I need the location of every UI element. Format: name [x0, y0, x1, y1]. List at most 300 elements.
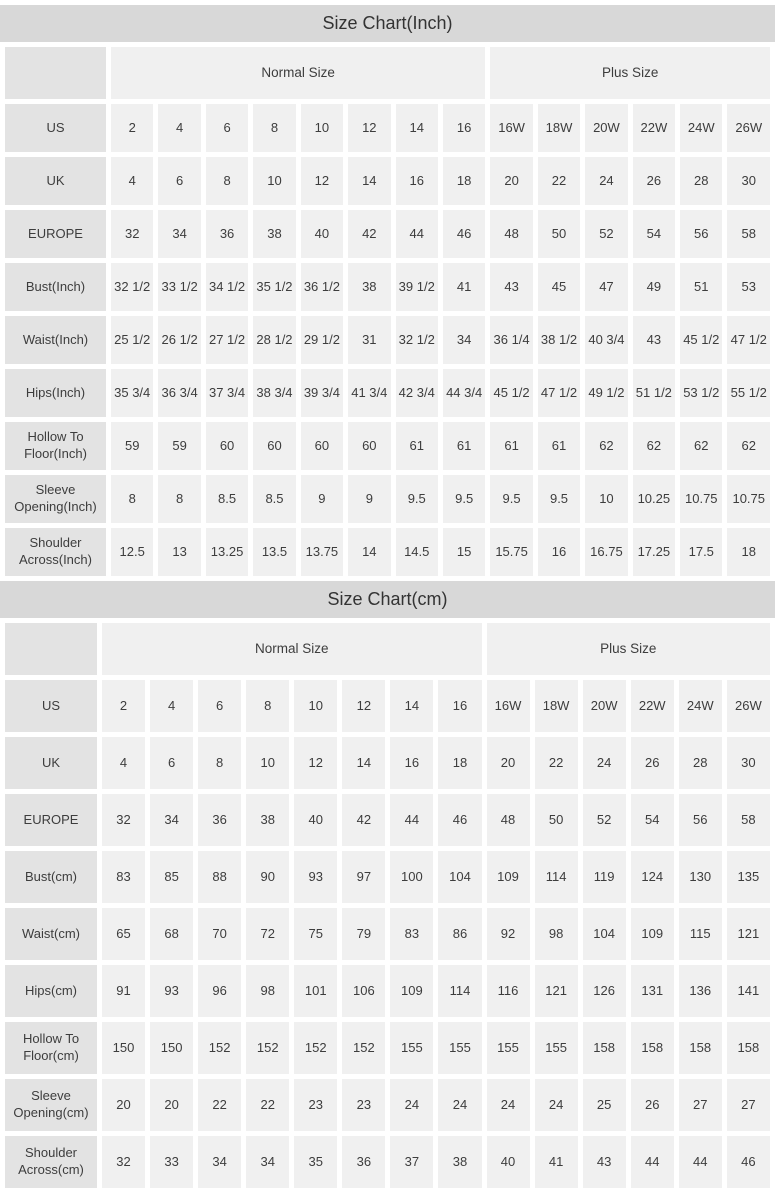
row-label-cell: Waist(cm) — [5, 908, 97, 960]
data-cell: 155 — [535, 1022, 578, 1074]
data-cell: 10.25 — [633, 475, 675, 523]
table-row — [5, 316, 770, 364]
data-cell: 60 — [348, 422, 390, 470]
data-cell: 10.75 — [727, 475, 770, 523]
data-cell: 4 — [102, 737, 145, 789]
data-cell: 53 — [727, 263, 770, 311]
data-cell: 45 1/2 — [680, 316, 722, 364]
table-row — [5, 851, 770, 903]
data-cell: 36 — [342, 1136, 385, 1188]
data-cell: 70 — [198, 908, 241, 960]
data-cell: 12 — [342, 680, 385, 732]
data-cell: 36 3/4 — [158, 369, 200, 417]
data-cell: 8 — [158, 475, 200, 523]
data-cell: 14 — [348, 157, 390, 205]
data-cell: 23 — [342, 1079, 385, 1131]
data-cell: 115 — [679, 908, 722, 960]
data-cell: 92 — [487, 908, 530, 960]
data-cell: 38 — [253, 210, 295, 258]
data-cell: 23 — [294, 1079, 337, 1131]
row-label-cell: Waist(Inch) — [5, 316, 106, 364]
data-cell: 104 — [438, 851, 481, 903]
data-cell: 12 — [348, 104, 390, 152]
data-cell: 114 — [438, 965, 481, 1017]
data-cell: 91 — [102, 965, 145, 1017]
data-cell: 13.5 — [253, 528, 295, 576]
data-cell: 26 — [633, 157, 675, 205]
data-cell: 32 — [111, 210, 153, 258]
data-cell: 10 — [301, 104, 343, 152]
data-cell: 52 — [585, 210, 627, 258]
row-label-cell: Hips(cm) — [5, 965, 97, 1017]
row-label-cell: UK — [5, 737, 97, 789]
data-cell: 28 — [679, 737, 722, 789]
data-cell: 6 — [150, 737, 193, 789]
data-cell: 116 — [487, 965, 530, 1017]
data-cell: 17.25 — [633, 528, 675, 576]
data-cell: 53 1/2 — [680, 369, 722, 417]
data-cell: 10.75 — [680, 475, 722, 523]
data-cell: 50 — [538, 210, 580, 258]
data-cell: 61 — [396, 422, 438, 470]
data-cell: 45 1/2 — [490, 369, 532, 417]
data-cell: 119 — [583, 851, 626, 903]
table-row — [5, 422, 770, 470]
data-cell: 22W — [631, 680, 674, 732]
data-cell: 13 — [158, 528, 200, 576]
data-cell: 158 — [727, 1022, 770, 1074]
data-cell: 42 3/4 — [396, 369, 438, 417]
data-cell: 60 — [301, 422, 343, 470]
data-cell: 44 — [390, 794, 433, 846]
row-label-cell: Hollow To Floor(cm) — [5, 1022, 97, 1074]
data-cell: 62 — [680, 422, 722, 470]
data-cell: 9.5 — [396, 475, 438, 523]
data-cell: 49 — [633, 263, 675, 311]
column-group-cell: Plus Size — [490, 47, 770, 99]
data-cell: 40 — [294, 794, 337, 846]
data-cell: 72 — [246, 908, 289, 960]
data-cell: 10 — [294, 680, 337, 732]
data-cell: 150 — [102, 1022, 145, 1074]
data-cell: 83 — [102, 851, 145, 903]
data-cell: 37 3/4 — [206, 369, 248, 417]
data-cell: 65 — [102, 908, 145, 960]
data-cell: 121 — [727, 908, 770, 960]
data-cell: 13.25 — [206, 528, 248, 576]
data-cell: 61 — [538, 422, 580, 470]
row-label-cell: Sleeve Opening(cm) — [5, 1079, 97, 1131]
table-row — [5, 794, 770, 846]
data-cell: 2 — [111, 104, 153, 152]
row-label-cell: Bust(cm) — [5, 851, 97, 903]
data-cell: 152 — [198, 1022, 241, 1074]
data-cell: 43 — [633, 316, 675, 364]
data-cell: 93 — [294, 851, 337, 903]
data-cell: 38 1/2 — [538, 316, 580, 364]
data-cell: 16W — [487, 680, 530, 732]
size-table-cm — [0, 618, 775, 1193]
data-cell: 15 — [443, 528, 485, 576]
data-cell: 17.5 — [680, 528, 722, 576]
table-row — [5, 210, 770, 258]
data-cell: 109 — [631, 908, 674, 960]
data-cell: 22 — [246, 1079, 289, 1131]
data-cell: 41 3/4 — [348, 369, 390, 417]
data-cell: 54 — [631, 794, 674, 846]
data-cell: 130 — [679, 851, 722, 903]
data-cell: 30 — [727, 737, 770, 789]
data-cell: 45 — [538, 263, 580, 311]
data-cell: 20W — [585, 104, 627, 152]
data-cell: 14 — [348, 528, 390, 576]
data-cell: 8 — [253, 104, 295, 152]
data-cell: 40 — [487, 1136, 530, 1188]
data-cell: 59 — [158, 422, 200, 470]
table-row — [5, 737, 770, 789]
row-label-cell: Sleeve Opening(Inch) — [5, 475, 106, 523]
data-cell: 34 — [443, 316, 485, 364]
data-cell: 86 — [438, 908, 481, 960]
row-label-cell: US — [5, 104, 106, 152]
data-cell: 28 1/2 — [253, 316, 295, 364]
data-cell: 18 — [438, 737, 481, 789]
data-cell: 29 1/2 — [301, 316, 343, 364]
data-cell: 98 — [246, 965, 289, 1017]
data-cell: 6 — [198, 680, 241, 732]
data-cell: 26W — [727, 104, 770, 152]
data-cell: 135 — [727, 851, 770, 903]
data-cell: 35 3/4 — [111, 369, 153, 417]
data-cell: 38 — [246, 794, 289, 846]
data-cell: 39 1/2 — [396, 263, 438, 311]
data-cell: 152 — [246, 1022, 289, 1074]
data-cell: 36 — [198, 794, 241, 846]
data-cell: 46 — [727, 1136, 770, 1188]
data-cell: 24 — [535, 1079, 578, 1131]
data-cell: 79 — [342, 908, 385, 960]
data-cell: 155 — [438, 1022, 481, 1074]
data-cell: 20 — [150, 1079, 193, 1131]
data-cell: 33 — [150, 1136, 193, 1188]
data-cell: 26 — [631, 737, 674, 789]
table-row — [5, 263, 770, 311]
column-group-row — [5, 47, 770, 99]
data-cell: 20W — [583, 680, 626, 732]
data-cell: 40 — [301, 210, 343, 258]
data-cell: 38 — [348, 263, 390, 311]
data-cell: 9.5 — [538, 475, 580, 523]
data-cell: 100 — [390, 851, 433, 903]
data-cell: 16 — [438, 680, 481, 732]
data-cell: 40 3/4 — [585, 316, 627, 364]
table-row — [5, 528, 770, 576]
data-cell: 4 — [150, 680, 193, 732]
data-cell: 41 — [535, 1136, 578, 1188]
data-cell: 85 — [150, 851, 193, 903]
data-cell: 36 1/4 — [490, 316, 532, 364]
data-cell: 35 1/2 — [253, 263, 295, 311]
data-cell: 114 — [535, 851, 578, 903]
data-cell: 36 1/2 — [301, 263, 343, 311]
data-cell: 9 — [301, 475, 343, 523]
data-cell: 8 — [206, 157, 248, 205]
data-cell: 131 — [631, 965, 674, 1017]
data-cell: 32 — [102, 794, 145, 846]
data-cell: 35 — [294, 1136, 337, 1188]
data-cell: 62 — [633, 422, 675, 470]
data-cell: 16 — [390, 737, 433, 789]
data-cell: 16 — [443, 104, 485, 152]
column-group-cell: Plus Size — [487, 623, 771, 675]
row-label-cell: Shoulder Across(Inch) — [5, 528, 106, 576]
data-cell: 47 — [585, 263, 627, 311]
data-cell: 16.75 — [585, 528, 627, 576]
data-cell: 59 — [111, 422, 153, 470]
data-cell: 54 — [633, 210, 675, 258]
data-cell: 47 1/2 — [727, 316, 770, 364]
table-row — [5, 680, 770, 732]
data-cell: 61 — [443, 422, 485, 470]
data-cell: 30 — [727, 157, 770, 205]
data-cell: 38 — [438, 1136, 481, 1188]
data-cell: 20 — [487, 737, 530, 789]
data-cell: 136 — [679, 965, 722, 1017]
data-cell: 46 — [443, 210, 485, 258]
data-cell: 42 — [348, 210, 390, 258]
data-cell: 22 — [535, 737, 578, 789]
column-group-cell: Normal Size — [102, 623, 482, 675]
row-label-cell: Hips(Inch) — [5, 369, 106, 417]
data-cell: 97 — [342, 851, 385, 903]
data-cell: 34 1/2 — [206, 263, 248, 311]
data-cell: 126 — [583, 965, 626, 1017]
data-cell: 4 — [158, 104, 200, 152]
data-cell: 24 — [487, 1079, 530, 1131]
data-cell: 32 1/2 — [111, 263, 153, 311]
data-cell: 109 — [390, 965, 433, 1017]
data-cell: 16W — [490, 104, 532, 152]
size-table-inch — [0, 42, 775, 581]
data-cell: 88 — [198, 851, 241, 903]
size-chart-inch-section — [0, 5, 775, 581]
table-row — [5, 1136, 770, 1188]
data-cell: 36 — [206, 210, 248, 258]
data-cell: 27 1/2 — [206, 316, 248, 364]
data-cell: 52 — [583, 794, 626, 846]
data-cell: 34 — [246, 1136, 289, 1188]
data-cell: 27 — [679, 1079, 722, 1131]
row-label-cell: EUROPE — [5, 794, 97, 846]
data-cell: 6 — [206, 104, 248, 152]
size-chart-cm-title: Size Chart(cm) — [0, 581, 775, 618]
data-cell: 106 — [342, 965, 385, 1017]
data-cell: 109 — [487, 851, 530, 903]
data-cell: 58 — [727, 210, 770, 258]
data-cell: 62 — [727, 422, 770, 470]
data-cell: 14 — [396, 104, 438, 152]
data-cell: 48 — [490, 210, 532, 258]
data-cell: 104 — [583, 908, 626, 960]
data-cell: 34 — [198, 1136, 241, 1188]
table-row — [5, 475, 770, 523]
corner-cell — [5, 623, 97, 675]
data-cell: 32 — [102, 1136, 145, 1188]
table-row — [5, 908, 770, 960]
data-cell: 51 1/2 — [633, 369, 675, 417]
data-cell: 8 — [246, 680, 289, 732]
data-cell: 83 — [390, 908, 433, 960]
size-chart-inch-title: Size Chart(Inch) — [0, 5, 775, 42]
data-cell: 48 — [487, 794, 530, 846]
data-cell: 12 — [294, 737, 337, 789]
data-cell: 18W — [535, 680, 578, 732]
data-cell: 24 — [438, 1079, 481, 1131]
table-row — [5, 1079, 770, 1131]
data-cell: 49 1/2 — [585, 369, 627, 417]
data-cell: 34 — [150, 794, 193, 846]
data-cell: 10 — [246, 737, 289, 789]
data-cell: 13.75 — [301, 528, 343, 576]
data-cell: 98 — [535, 908, 578, 960]
data-cell: 96 — [198, 965, 241, 1017]
row-label-cell: Hollow To Floor(Inch) — [5, 422, 106, 470]
data-cell: 14.5 — [396, 528, 438, 576]
data-cell: 60 — [206, 422, 248, 470]
data-cell: 20 — [102, 1079, 145, 1131]
data-cell: 51 — [680, 263, 722, 311]
data-cell: 18 — [727, 528, 770, 576]
data-cell: 8 — [198, 737, 241, 789]
data-cell: 10 — [585, 475, 627, 523]
data-cell: 25 1/2 — [111, 316, 153, 364]
data-cell: 28 — [680, 157, 722, 205]
data-cell: 158 — [583, 1022, 626, 1074]
data-cell: 56 — [679, 794, 722, 846]
data-cell: 2 — [102, 680, 145, 732]
data-cell: 16 — [396, 157, 438, 205]
data-cell: 16 — [538, 528, 580, 576]
column-group-row — [5, 623, 770, 675]
data-cell: 34 — [158, 210, 200, 258]
data-cell: 44 — [631, 1136, 674, 1188]
row-label-cell: UK — [5, 157, 106, 205]
data-cell: 10 — [253, 157, 295, 205]
table-row — [5, 369, 770, 417]
data-cell: 14 — [390, 680, 433, 732]
data-cell: 14 — [342, 737, 385, 789]
table-row — [5, 157, 770, 205]
data-cell: 75 — [294, 908, 337, 960]
data-cell: 24 — [585, 157, 627, 205]
data-cell: 61 — [490, 422, 532, 470]
data-cell: 12 — [301, 157, 343, 205]
data-cell: 26 — [631, 1079, 674, 1131]
data-cell: 39 3/4 — [301, 369, 343, 417]
data-cell: 155 — [390, 1022, 433, 1074]
data-cell: 43 — [583, 1136, 626, 1188]
column-group-cell: Normal Size — [111, 47, 485, 99]
data-cell: 90 — [246, 851, 289, 903]
data-cell: 8.5 — [253, 475, 295, 523]
data-cell: 31 — [348, 316, 390, 364]
table-row — [5, 965, 770, 1017]
data-cell: 62 — [585, 422, 627, 470]
data-cell: 44 — [396, 210, 438, 258]
data-cell: 47 1/2 — [538, 369, 580, 417]
data-cell: 124 — [631, 851, 674, 903]
data-cell: 9 — [348, 475, 390, 523]
data-cell: 8 — [111, 475, 153, 523]
row-label-cell: EUROPE — [5, 210, 106, 258]
table-row — [5, 104, 770, 152]
size-chart-page — [0, 5, 775, 1193]
data-cell: 141 — [727, 965, 770, 1017]
data-cell: 9.5 — [443, 475, 485, 523]
data-cell: 60 — [253, 422, 295, 470]
data-cell: 44 — [679, 1136, 722, 1188]
data-cell: 46 — [438, 794, 481, 846]
data-cell: 32 1/2 — [396, 316, 438, 364]
data-cell: 26 1/2 — [158, 316, 200, 364]
data-cell: 150 — [150, 1022, 193, 1074]
data-cell: 24W — [679, 680, 722, 732]
row-label-cell: Shoulder Across(cm) — [5, 1136, 97, 1188]
data-cell: 24 — [583, 737, 626, 789]
data-cell: 6 — [158, 157, 200, 205]
data-cell: 155 — [487, 1022, 530, 1074]
data-cell: 33 1/2 — [158, 263, 200, 311]
data-cell: 43 — [490, 263, 532, 311]
table-row — [5, 1022, 770, 1074]
data-cell: 101 — [294, 965, 337, 1017]
data-cell: 44 3/4 — [443, 369, 485, 417]
data-cell: 22 — [538, 157, 580, 205]
data-cell: 25 — [583, 1079, 626, 1131]
data-cell: 4 — [111, 157, 153, 205]
data-cell: 41 — [443, 263, 485, 311]
data-cell: 58 — [727, 794, 770, 846]
data-cell: 158 — [631, 1022, 674, 1074]
data-cell: 15.75 — [490, 528, 532, 576]
data-cell: 56 — [680, 210, 722, 258]
data-cell: 18 — [443, 157, 485, 205]
data-cell: 42 — [342, 794, 385, 846]
data-cell: 50 — [535, 794, 578, 846]
data-cell: 9.5 — [490, 475, 532, 523]
data-cell: 152 — [342, 1022, 385, 1074]
data-cell: 68 — [150, 908, 193, 960]
data-cell: 8.5 — [206, 475, 248, 523]
data-cell: 26W — [727, 680, 770, 732]
size-chart-cm-section — [0, 581, 775, 1193]
data-cell: 38 3/4 — [253, 369, 295, 417]
data-cell: 158 — [679, 1022, 722, 1074]
row-label-cell: Bust(Inch) — [5, 263, 106, 311]
corner-cell — [5, 47, 106, 99]
data-cell: 22 — [198, 1079, 241, 1131]
data-cell: 152 — [294, 1022, 337, 1074]
row-label-cell: US — [5, 680, 97, 732]
data-cell: 27 — [727, 1079, 770, 1131]
data-cell: 18W — [538, 104, 580, 152]
data-cell: 20 — [490, 157, 532, 205]
data-cell: 12.5 — [111, 528, 153, 576]
data-cell: 121 — [535, 965, 578, 1017]
data-cell: 24 — [390, 1079, 433, 1131]
data-cell: 22W — [633, 104, 675, 152]
data-cell: 93 — [150, 965, 193, 1017]
